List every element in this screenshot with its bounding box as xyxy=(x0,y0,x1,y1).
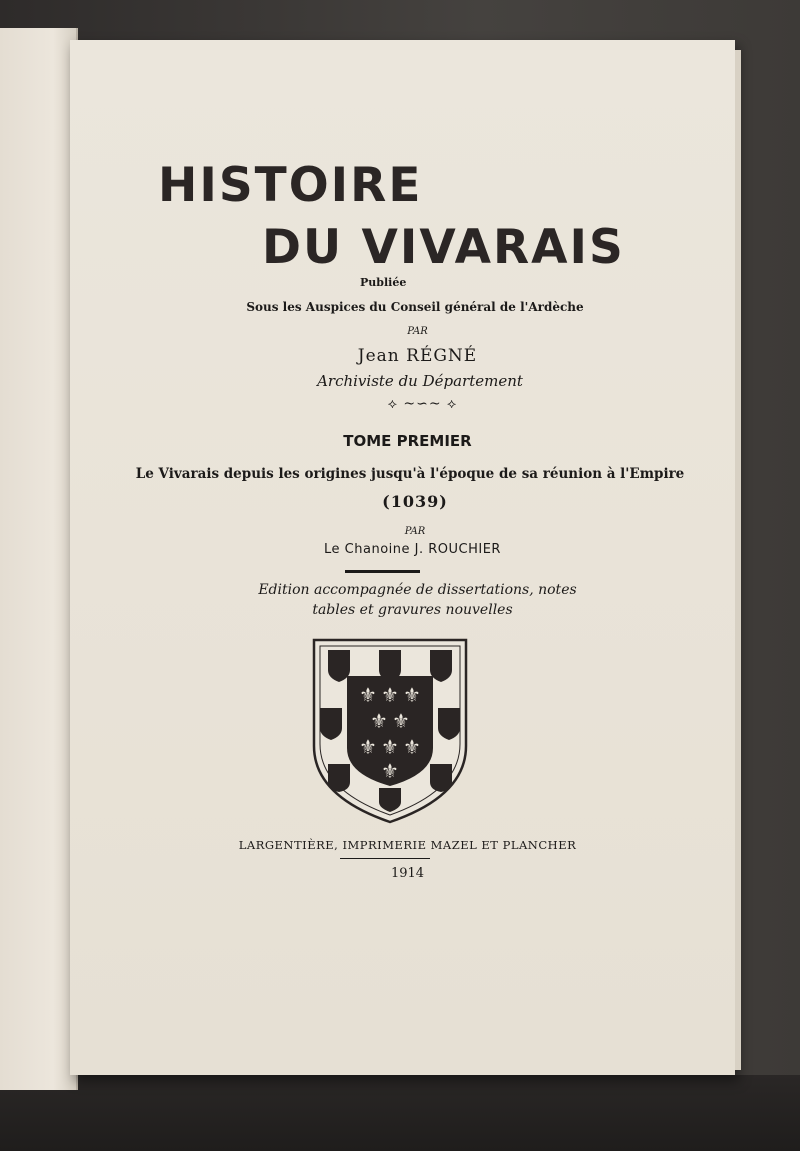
svg-text:⚜: ⚜ xyxy=(403,735,421,759)
svg-text:⚜: ⚜ xyxy=(381,759,399,783)
title-line-2: DU VIVARAIS xyxy=(262,220,625,275)
svg-text:⚜: ⚜ xyxy=(392,709,410,733)
svg-text:⚜: ⚜ xyxy=(359,735,377,759)
divider-rule xyxy=(345,570,420,573)
svg-text:⚜: ⚜ xyxy=(403,683,421,707)
ornament-divider: ⟡ ~∽~ ⟡ xyxy=(387,396,458,412)
left-page-edge xyxy=(0,28,78,1090)
par-label: PAR xyxy=(407,326,428,337)
svg-text:⚜: ⚜ xyxy=(381,735,399,759)
author-name: Jean RÉGNÉ xyxy=(357,346,478,366)
auspices-line: Sous les Auspices du Conseil général de l'Ardèche xyxy=(246,300,584,314)
svg-text:⚜: ⚜ xyxy=(370,709,388,733)
par-label-2: PAR xyxy=(404,526,426,537)
volume-year: (1039) xyxy=(382,492,448,511)
svg-text:⚜: ⚜ xyxy=(381,683,399,707)
volume-subtitle: Le Vivarais depuis les origines jusqu'à l'époque de sa réunion à l'Empire xyxy=(135,466,685,482)
published-label: Publiée xyxy=(360,276,407,289)
table-surface xyxy=(0,1075,800,1151)
coat-of-arms-icon xyxy=(310,636,470,826)
svg-text:⚜: ⚜ xyxy=(359,683,377,707)
title-page xyxy=(70,40,735,1075)
printer-imprint: LARGENTIÈRE, IMPRIMERIE MAZEL ET PLANCHER xyxy=(238,838,577,852)
page-stack-edge xyxy=(735,50,741,1070)
title-line-1: HISTOIRE xyxy=(158,158,423,213)
imprint-rule xyxy=(340,858,430,859)
author-role: Archiviste du Département xyxy=(317,372,523,390)
publication-year: 1914 xyxy=(390,866,425,881)
coauthor-name: Le Chanoine J. ROUCHIER xyxy=(324,542,501,557)
volume-label: TOME PREMIER xyxy=(343,432,472,450)
edition-note-line-2: tables et gravures nouvelles xyxy=(312,602,513,618)
edition-note-line-1: Edition accompagnée de dissertations, notes xyxy=(258,582,577,598)
